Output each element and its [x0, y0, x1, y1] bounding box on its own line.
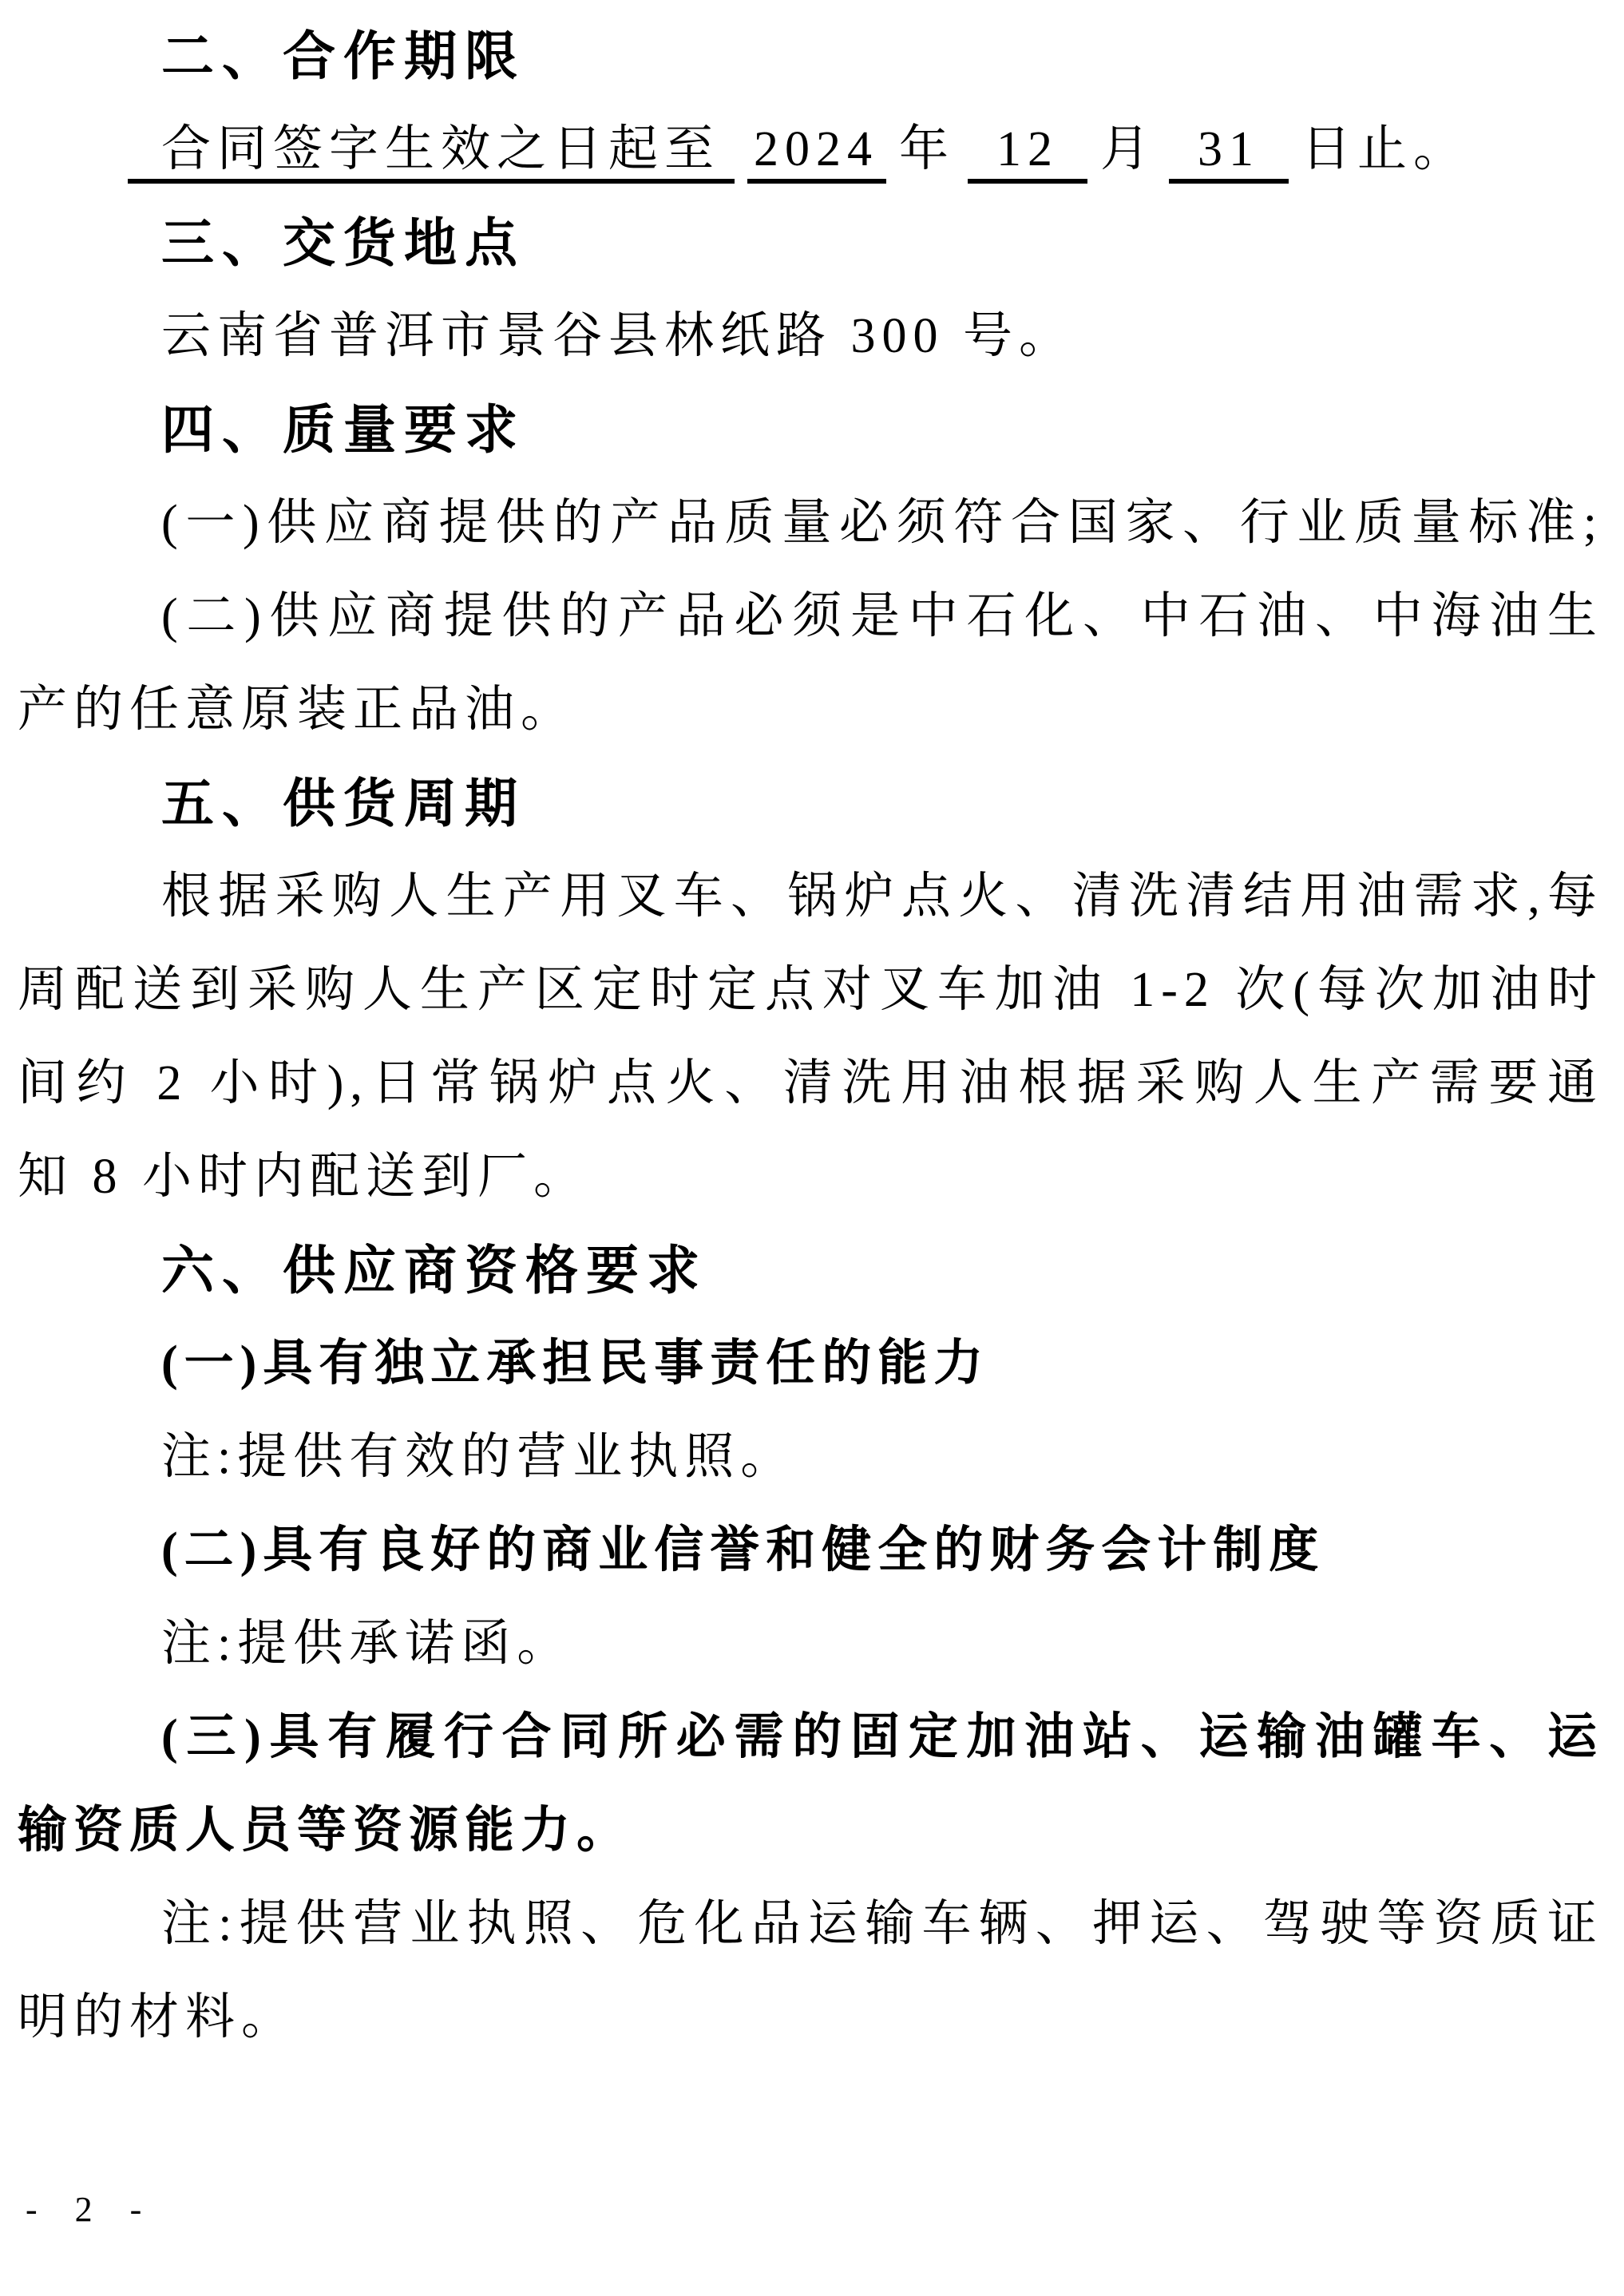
- heading-delivery-place: 三、交货地点: [161, 213, 525, 272]
- qualification-item3-note-line2: 明的材料。: [18, 1990, 298, 2045]
- date-day-value: 31: [1169, 122, 1289, 184]
- qualification-item1-line: (一)具有独立承担民事责任的能力: [161, 1336, 990, 1391]
- delivery-address-line: 云南省普洱市景谷县林纸路 300 号。: [161, 309, 1075, 363]
- supply-paragraph-line1: 根据采购人生产用叉车、锅炉点火、清洗清结用油需求,每: [161, 869, 1603, 924]
- qualification-item2-note: 注:提供承诺函。: [161, 1617, 573, 1671]
- qualification-item3-line1: (三)具有履行合同所必需的固定加油站、运输油罐车、运: [161, 1710, 1603, 1764]
- date-prefix-underlined: 合同签字生效之日起至: [128, 122, 735, 184]
- date-month-value: 12: [968, 122, 1087, 184]
- date-day-suffix: 日止。: [1301, 122, 1470, 176]
- quality-item1-line: (一)供应商提供的产品质量必须符合国家、行业质量标准;: [161, 496, 1603, 550]
- quality-item2-line1: (二)供应商提供的产品必须是中石化、中石油、中海油生: [161, 589, 1603, 643]
- date-line: [18, 103, 1603, 196]
- heading-cooperation-period: 二、合作期限: [161, 26, 525, 85]
- qualification-item3-note-line1: 注:提供营业执照、危化品运输车辆、押运、驾驶等资质证: [161, 1897, 1603, 1951]
- date-month-unit: 月: [1100, 122, 1157, 176]
- supply-paragraph-line2: 周配送到采购人生产区定时定点对叉车加油 1-2 次(每次加油时: [18, 963, 1603, 1017]
- page-number: - 2 -: [26, 2190, 156, 2229]
- date-year-unit: 年: [899, 122, 956, 176]
- qualification-item1-note: 注:提供有效的营业执照。: [161, 1430, 797, 1484]
- supply-paragraph-line4: 知 8 小时内配送到厂。: [18, 1150, 590, 1204]
- supply-paragraph-line3: 间约 2 小时),日常锅炉点火、清洗用油根据采购人生产需要通: [18, 1056, 1603, 1110]
- quality-item2-line2: 产的任意原装正品油。: [18, 683, 577, 737]
- qualification-item3-line2: 输资质人员等资源能力。: [18, 1803, 633, 1858]
- qualification-item2-line: (二)具有良好的商业信誉和健全的财务会计制度: [161, 1523, 1325, 1578]
- heading-quality-requirements: 四、质量要求: [161, 400, 525, 459]
- heading-supplier-qualification: 六、供应商资格要求: [161, 1241, 707, 1300]
- heading-supply-cycle: 五、供货周期: [161, 774, 525, 833]
- date-year-value: 2024: [747, 122, 886, 184]
